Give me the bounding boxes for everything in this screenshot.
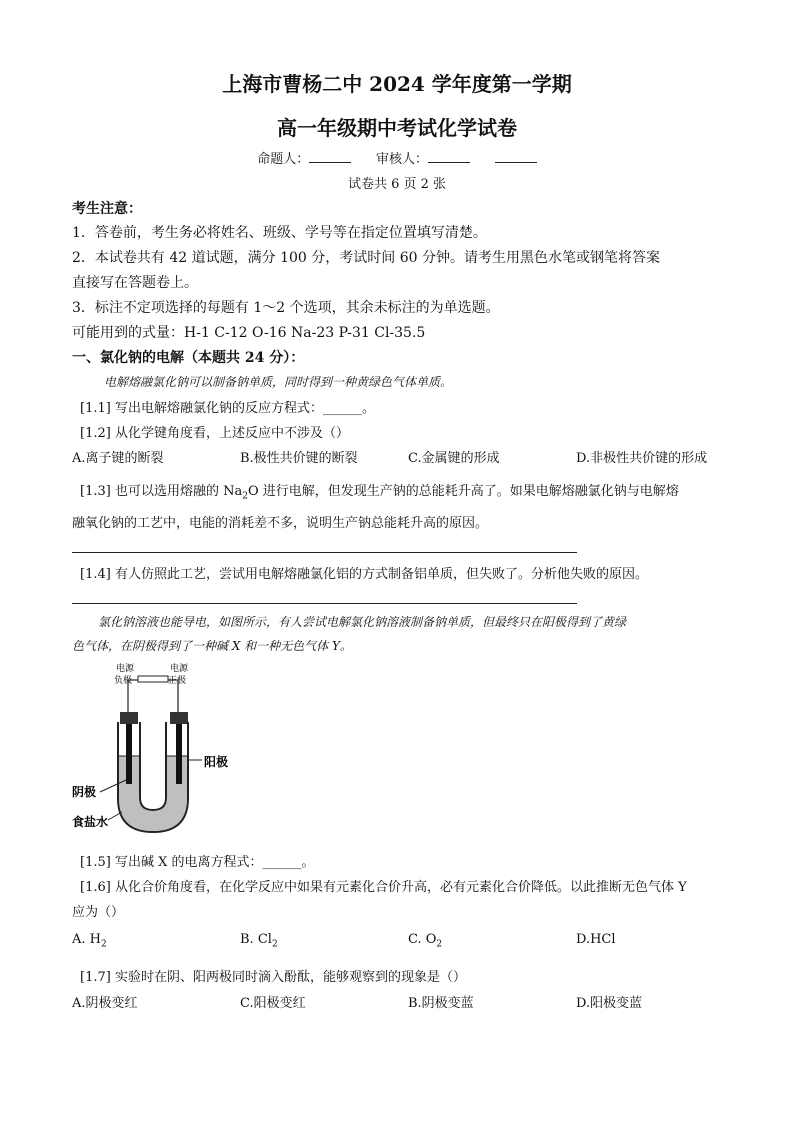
q1-7-option-b[interactable]: B.阴极变蓝 <box>408 996 474 1011</box>
question-1-3-cont: 融氧化钠的工艺中，电能的消耗差不多，说明生产钠总能耗升高的原因。 <box>72 516 489 531</box>
question-1-5: [1.5] 写出碱 X 的电离方程式：______。 <box>80 855 315 870</box>
anode-label: 阳极 <box>204 755 229 769</box>
neg-terminal-label: 负极 <box>114 676 133 686</box>
notice-item-2: 2．本试卷共有 42 道试题，满分 100 分，考试时间 60 分钟。请考生用黑色水笔或钢笔将答案 <box>72 250 660 266</box>
section-intro-2-cont: 色气体，在阴极得到了一种碱 X 和一种无色气体 Y。 <box>72 639 352 653</box>
section-intro: 电解熔融氯化钠可以制备钠单质，同时得到一种黄绿色气体单质。 <box>104 375 453 389</box>
neg-power-label: 电源 <box>116 664 135 674</box>
proposer-label: 命题人： <box>257 152 310 167</box>
notice-item-1: 1．答卷前，考生务必将姓名、班级、学号等在指定位置填写清楚。 <box>72 225 487 241</box>
question-1-3: [1.3] 也可以选用熔融的 $Na_2O$ 进行电解，但发现生产钠的总能耗升高了。如果电解熔融氯化钠与电解熔 <box>80 484 679 502</box>
q1-7-option-a[interactable]: A.阴极变红 <box>72 996 138 1011</box>
pos-terminal-label: 正极 <box>168 676 187 686</box>
cathode-label: 阴极 <box>72 785 97 799</box>
q1-2-option-b[interactable]: B.极性共价键的断裂 <box>240 451 358 466</box>
notice-item-2-cont: 直接写在答题卷上。 <box>72 275 198 291</box>
cathode-electrode <box>126 724 132 784</box>
q1-6-option-d[interactable]: D.HCl <box>576 932 616 947</box>
q1-7-option-c[interactable]: C.阳极变红 <box>240 996 306 1011</box>
anode-electrode <box>176 724 182 784</box>
reviewer-blank-2[interactable] <box>495 150 537 163</box>
question-1-2: [1.2] 从化学键角度看，上述反应中不涉及（） <box>80 426 349 441</box>
notice-item-3: 3．标注不定项选择的每题有 1～2 个选项，其余未标注的为单选题。 <box>72 300 500 316</box>
question-1-4: [1.4] 有人仿照此工艺，尝试用电解熔融氯化铝的方式制备铝单质，但失败了。分析他失败的原因。 <box>80 567 648 582</box>
question-1-6: [1.6] 从化合价角度看，在化学反应中如果有元素化合价升高，必有元素化合价降低。以此推断无色气体 Y <box>80 880 687 895</box>
q1-6-option-b[interactable]: B. $Cl_2$ <box>240 932 278 950</box>
answer-line-1-4[interactable] <box>72 603 577 604</box>
right-stopper <box>170 712 188 724</box>
u-tube-inner <box>140 722 166 810</box>
left-stopper <box>120 712 138 724</box>
brine-label: 食盐水 <box>72 815 109 829</box>
page-info: 试卷共 6 页 2 张 <box>347 177 447 192</box>
section-intro-2: 氯化钠溶液也能导电，如图所示，有人尝试电解氯化钠溶液制备钠单质，但最终只在阳极得到了黄绿 <box>98 615 627 629</box>
electrolysis-figure <box>72 660 242 838</box>
notice-heading: 考生注意： <box>72 201 142 217</box>
section-heading: 一、氯化钠的电解（本题共 24 分）： <box>72 350 305 366</box>
atomic-masses: 可能用到的式量：H-1 C-12 O-16 Na-23 P-31 Cl-35.5 <box>72 325 426 341</box>
pos-power-label: 电源 <box>170 664 189 674</box>
signature-row <box>0 148 794 167</box>
exam-title-line2: 高一年级期中考试化学试卷 <box>277 116 517 140</box>
answer-line-1-3[interactable] <box>72 552 577 553</box>
power-source-icon <box>138 676 168 682</box>
reviewer-label: 审核人： <box>376 152 429 167</box>
question-1-1: [1.1] 写出电解熔融氯化钠的反应方程式：______。 <box>80 401 375 416</box>
q1-6-option-c[interactable]: C. $O_2$ <box>408 932 443 950</box>
q1-2-option-d[interactable]: D.非极性共价键的形成 <box>576 451 708 466</box>
q1-6-option-a[interactable]: A. $H_2$ <box>72 932 107 950</box>
proposer-blank[interactable] <box>309 150 351 163</box>
question-1-7: [1.7] 实验时在阴、阳两极同时滴入酚酞，能够观察到的现象是（） <box>80 970 466 985</box>
question-1-6-cont: 应为（） <box>72 905 125 920</box>
q1-7-option-d[interactable]: D.阳极变蓝 <box>576 996 643 1011</box>
q1-2-option-c[interactable]: C.金属键的形成 <box>408 451 500 466</box>
reviewer-blank[interactable] <box>428 150 470 163</box>
exam-title-line1: 上海市曹杨二中 2024 学年度第一学期 <box>222 72 572 96</box>
q1-2-option-a[interactable]: A.离子键的断裂 <box>72 451 164 466</box>
